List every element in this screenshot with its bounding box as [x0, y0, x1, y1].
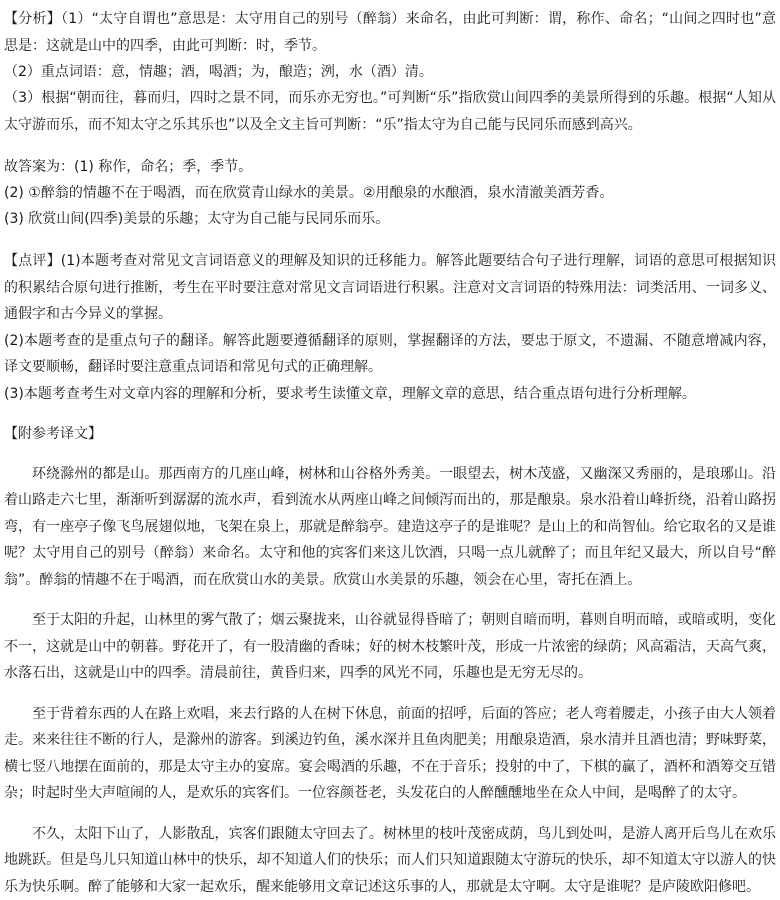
- analysis-paragraph-2: （2）重点词语：意，情趣；酒，喝酒；为，酿造；洌，水（酒）清。: [4, 59, 776, 85]
- answer-section: [4, 154, 776, 232]
- answer-title: 故答案为：(1) 称作，命名；季，季节。: [4, 154, 776, 180]
- analysis-paragraph-3: （3）根据“朝而往，暮而归，四时之景不同，而乐亦无穷也。”可判断“乐”指欣赏山间四季的美景所得到的乐趣。根据“人知从太守游而乐，而不知太守之乐其乐也”以及全文主旨可判断：“乐”指太守为自己能与民同乐而感到高兴。: [4, 85, 776, 138]
- analysis-paragraph-1: 【分析】（1）“太守自谓也”意思是：太守用自己的别号（醉翁）来命名，由此可判断：谓，称作、命名；“山间之四时也”意思是：这就是山中的四季，由此可判断：时，季节。: [4, 6, 776, 59]
- analysis-section: [4, 6, 776, 138]
- answer-3: (3) 欣赏山间(四季)美景的乐趣；太守为自己能与民同乐而乐。: [4, 206, 776, 232]
- translation-paragraph-1: 环绕滁州的都是山。那西南方的几座山峰，树林和山谷格外秀美。一眼望去，树木茂盛，又幽深又秀丽的，是琅琊山。沿着山路走六七里，渐渐听到潺潺的流水声，看到流水从两座山峰之间倾泻而出的，那是酿泉。泉水沿着山峰折绕，沿着山路拐弯，有一座亭子像飞鸟展翅似地，飞架在泉上，那就是醉翁亭。建造这亭子的是谁呢？是山上的和尚智仙。给它取名的又是谁呢？太守用自己的别号（醉翁）来命名。太守和他的宾客们来这儿饮酒，只喝一点儿就醉了；而且年纪又最大，所以自号“醉翁”。醉翁的情趣不在于喝酒，而在欣赏山水的美景。欣赏山水美景的乐趣，领会在心里，寄托在酒上。: [4, 461, 776, 594]
- translation-paragraph-4: 不久，太阳下山了，人影散乱，宾客们跟随太守回去了。树林里的枝叶茂密成荫，鸟儿到处叫，是游人离开后鸟儿在欢乐地跳跃。但是鸟儿只知道山林中的快乐，却不知道人们的快乐；而人们只知道跟随太守游玩的快乐，却不知道太守以游人的快乐为快乐啊。醉了能够和大家一起欢乐，醒来能够用文章记述这乐事的人，那就是太守啊。太守是谁呢？是庐陵欧阳修吧。: [4, 821, 776, 900]
- comment-paragraph-3: (3)本题考查考生对文章内容的理解和分析，要求考生读懂文章，理解文章的意思，结合重点语句进行分析理解。: [4, 381, 776, 407]
- translation-paragraph-2: 至于太阳的升起，山林里的雾气散了；烟云聚拢来，山谷就显得昏暗了；朝则自暗而明，暮则自明而暗，或暗或明，变化不一，这就是山中的朝暮。野花开了，有一股清幽的香味；好的树木枝繁叶茂，形成一片浓密的绿荫；风高霜洁，天高气爽，水落石出，这就是山中的四季。清晨前往，黄昏归来，四季的风光不同，乐趣也是无穷无尽的。: [4, 607, 776, 687]
- answer-2: (2) ①醉翁的情趣不在于喝酒，而在欣赏青山绿水的美景。②用酿泉的水酿酒，泉水清澈美酒芳香。: [4, 180, 776, 206]
- translation-paragraph-3: 至于背着东西的人在路上欢唱，来去行路的人在树下休息，前面的招呼，后面的答应；老人弯着腰走，小孩子由大人领着走。来来往往不断的行人，是滁州的游客。到溪边钓鱼，溪水深并且鱼肉肥美；用酿泉造酒，泉水清并且酒也清；野味野菜，横七竖八地摆在面前的，那是太守主办的宴席。宴会喝酒的乐趣，不在于音乐；投射的中了，下棋的赢了，酒杯和酒筹交互错杂；时起时坐大声喧闹的人，是欢乐的宾客们。一位容颜苍老，头发花白的人醉醺醺地坐在众人中间，是喝醉了的太守。: [4, 701, 776, 807]
- translation-title: 【附参考译文】: [4, 421, 776, 447]
- translation-section: [4, 421, 776, 900]
- comment-paragraph-1: 【点评】(1)本题考查对常见文言词语意义的理解及知识的迁移能力。解答此题要结合句子进行理解，词语的意思可根据知识的积累结合原句进行推断，考生在平时要注意对常见文言词语进行积累。注意对文言词语的特殊用法：词类活用、一词多义、通假字和古今异义的掌握。: [4, 248, 776, 328]
- comment-section: [4, 248, 776, 407]
- comment-paragraph-2: (2)本题考查的是重点句子的翻译。解答此题要遵循翻译的原则，掌握翻译的方法，要忠于原文，不遗漏、不随意增减内容，译文要顺畅，翻译时要注意重点词语和常见句式的正确理解。: [4, 328, 776, 381]
